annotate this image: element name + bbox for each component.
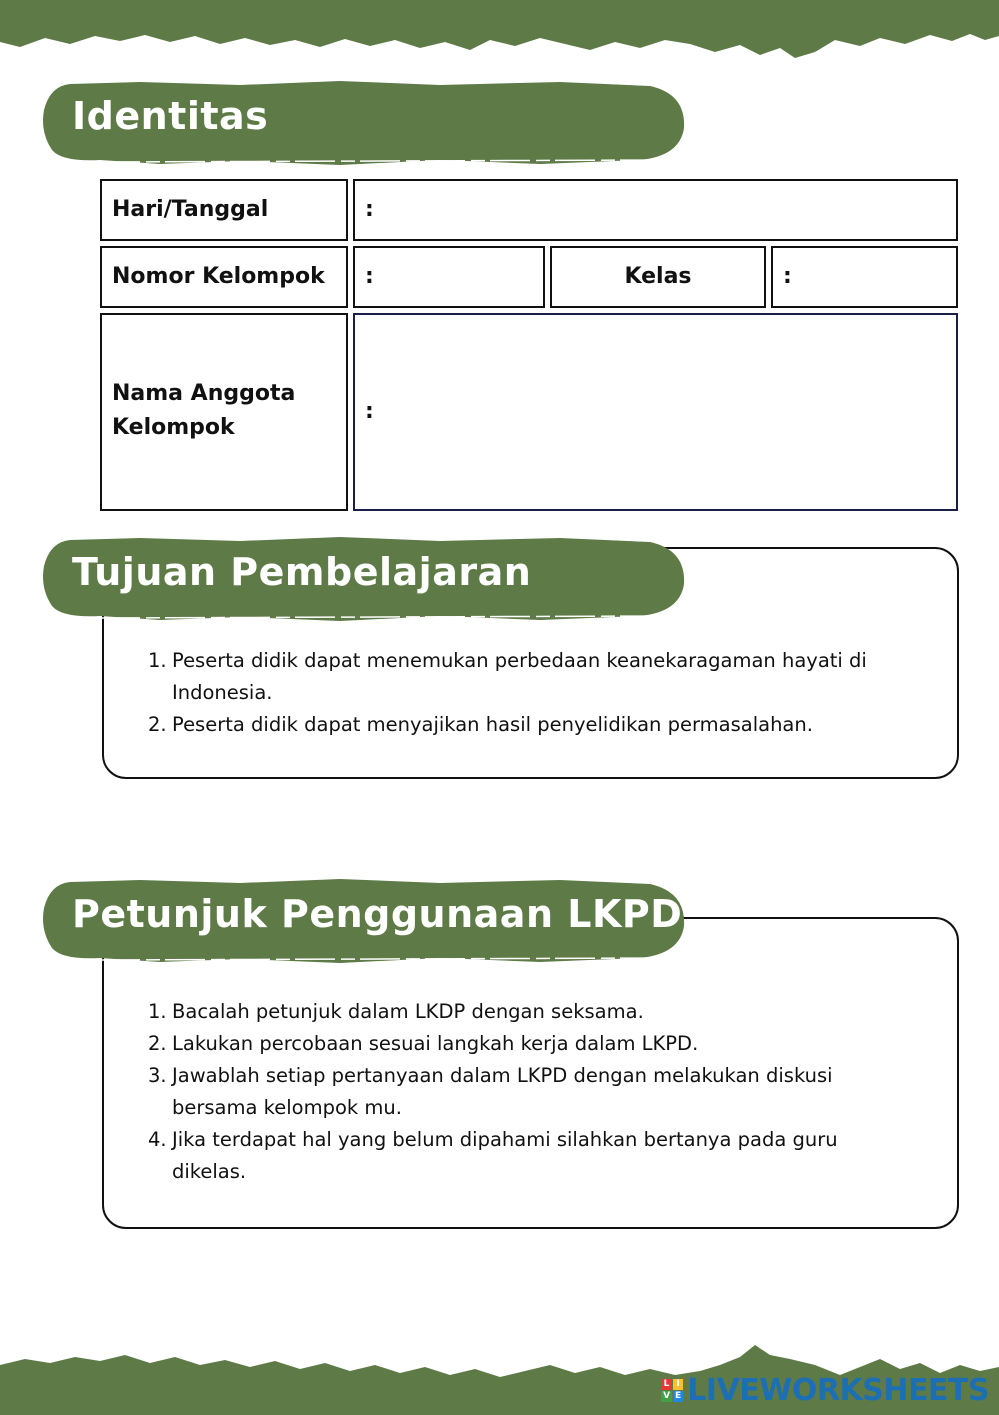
objective-1-line2: Indonesia. — [172, 681, 273, 704]
group-number-label: Nomor Kelompok — [112, 264, 325, 289]
members-label-cell — [100, 313, 348, 511]
objectives-banner — [40, 536, 686, 622]
objective-2-line1: Peserta didik dapat menyajikan hasil penyelidikan permasalahan. — [172, 713, 813, 736]
instruction-3-line2: bersama kelompok mu. — [172, 1096, 402, 1119]
instructions-banner — [40, 878, 686, 964]
date-colon: : — [365, 197, 374, 222]
liveworksheets-brand[interactable] — [661, 1373, 989, 1407]
instruction-1-line1: Bacalah petunjuk dalam LKDP dengan seksama. — [172, 1000, 644, 1023]
instructions-title: Petunjuk Penggunaan LKPD — [72, 892, 683, 936]
group-number-label-cell — [100, 246, 348, 308]
members-label-line2: Kelompok — [112, 415, 235, 440]
instruction-4-line1: Jika terdapat hal yang belum dipahami silahkan bertanya pada guru — [172, 1128, 838, 1151]
liveworksheets-logo-icon: L I V E — [661, 1379, 683, 1401]
instruction-3-line1: Jawablah setiap pertanyaan dalam LKPD dengan melakukan diskusi — [172, 1064, 833, 1087]
group-number-field[interactable] — [353, 246, 545, 308]
members-label-line1: Nama Anggota — [112, 381, 296, 406]
objectives-title: Tujuan Pembelajaran — [72, 550, 532, 594]
class-field[interactable] — [771, 246, 958, 308]
liveworksheets-wordmark: LIVEWORKSHEETS — [687, 1372, 989, 1408]
torn-paper-top-decoration — [0, 0, 999, 70]
list-item: 3. Jawablah setiap pertanyaan dalam LKPD dengan melakukan diskusi bersama kelompok mu. — [148, 1064, 833, 1119]
members-colon: : — [365, 399, 374, 424]
date-label-cell — [100, 179, 348, 241]
objectives-list — [148, 645, 938, 741]
instruction-4-line2: dikelas. — [172, 1160, 247, 1183]
list-item: 1. Peserta didik dapat menemukan perbedaan keanekaragaman hayati di Indonesia. — [148, 649, 867, 704]
list-item: 4. Jika terdapat hal yang belum dipahami silahkan bertanya pada guru dikelas. — [148, 1128, 838, 1183]
instructions-list — [148, 996, 938, 1188]
class-colon: : — [783, 264, 792, 289]
class-label: Kelas — [624, 264, 692, 289]
date-field[interactable] — [353, 179, 958, 241]
class-label-cell — [550, 246, 766, 308]
list-item: 1. Bacalah petunjuk dalam LKDP dengan seksama. — [148, 1000, 644, 1023]
list-item: 2. Peserta didik dapat menyajikan hasil penyelidikan permasalahan. — [148, 713, 813, 736]
instruction-2-line1: Lakukan percobaan sesuai langkah kerja dalam LKPD. — [172, 1032, 699, 1055]
members-field[interactable] — [353, 313, 958, 511]
group-number-colon: : — [365, 264, 374, 289]
objective-1-line1: Peserta didik dapat menemukan perbedaan keanekaragaman hayati di — [172, 649, 867, 672]
identity-banner — [40, 80, 686, 166]
list-item: 2. Lakukan percobaan sesuai langkah kerja dalam LKPD. — [148, 1032, 699, 1055]
date-label: Hari/Tanggal — [112, 197, 269, 222]
identity-title: Identitas — [72, 94, 269, 138]
